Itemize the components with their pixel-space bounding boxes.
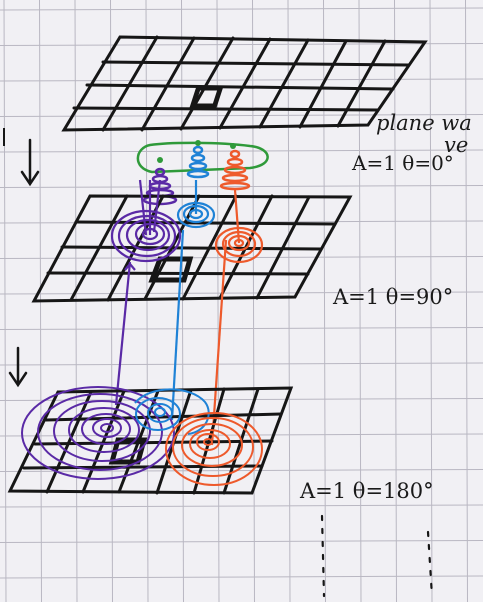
grid-line-horizontal xyxy=(0,363,483,365)
grid-line-vertical xyxy=(324,0,326,602)
orange-rings-bottom xyxy=(166,413,262,485)
grid-line-horizontal xyxy=(0,541,483,543)
grid-line-horizontal xyxy=(0,8,483,10)
grid-line-horizontal xyxy=(0,186,483,188)
grid-line-vertical xyxy=(182,0,184,602)
stack-orange xyxy=(221,151,249,189)
caption-plane-wave-line1: plane wa xyxy=(376,111,472,135)
down-arrow-2 xyxy=(10,348,26,385)
label-plane-2: A=1 θ=90° xyxy=(333,285,454,309)
grid-line-horizontal xyxy=(0,576,483,578)
label-plane-3: A=1 θ=180° xyxy=(300,479,434,503)
grid-line-horizontal xyxy=(0,44,483,46)
continuation-dots xyxy=(322,516,432,596)
purple-rings-bottom xyxy=(22,387,174,479)
grid-line-horizontal xyxy=(0,505,483,507)
plane-bottom xyxy=(10,388,291,493)
down-arrow-1 xyxy=(22,140,38,184)
grid-line-vertical xyxy=(288,0,290,602)
grid-line-vertical xyxy=(4,0,6,602)
grid-line-horizontal xyxy=(0,79,483,81)
grid-line-vertical xyxy=(253,0,255,602)
grid-line-horizontal xyxy=(0,470,483,472)
grid-line-vertical xyxy=(146,0,148,602)
label-plane-1: A=1 θ=0° xyxy=(352,151,454,175)
grid-line-horizontal xyxy=(0,328,483,330)
grid-line-vertical xyxy=(466,0,468,602)
caption-plane-wave-line2: ve xyxy=(444,133,469,157)
